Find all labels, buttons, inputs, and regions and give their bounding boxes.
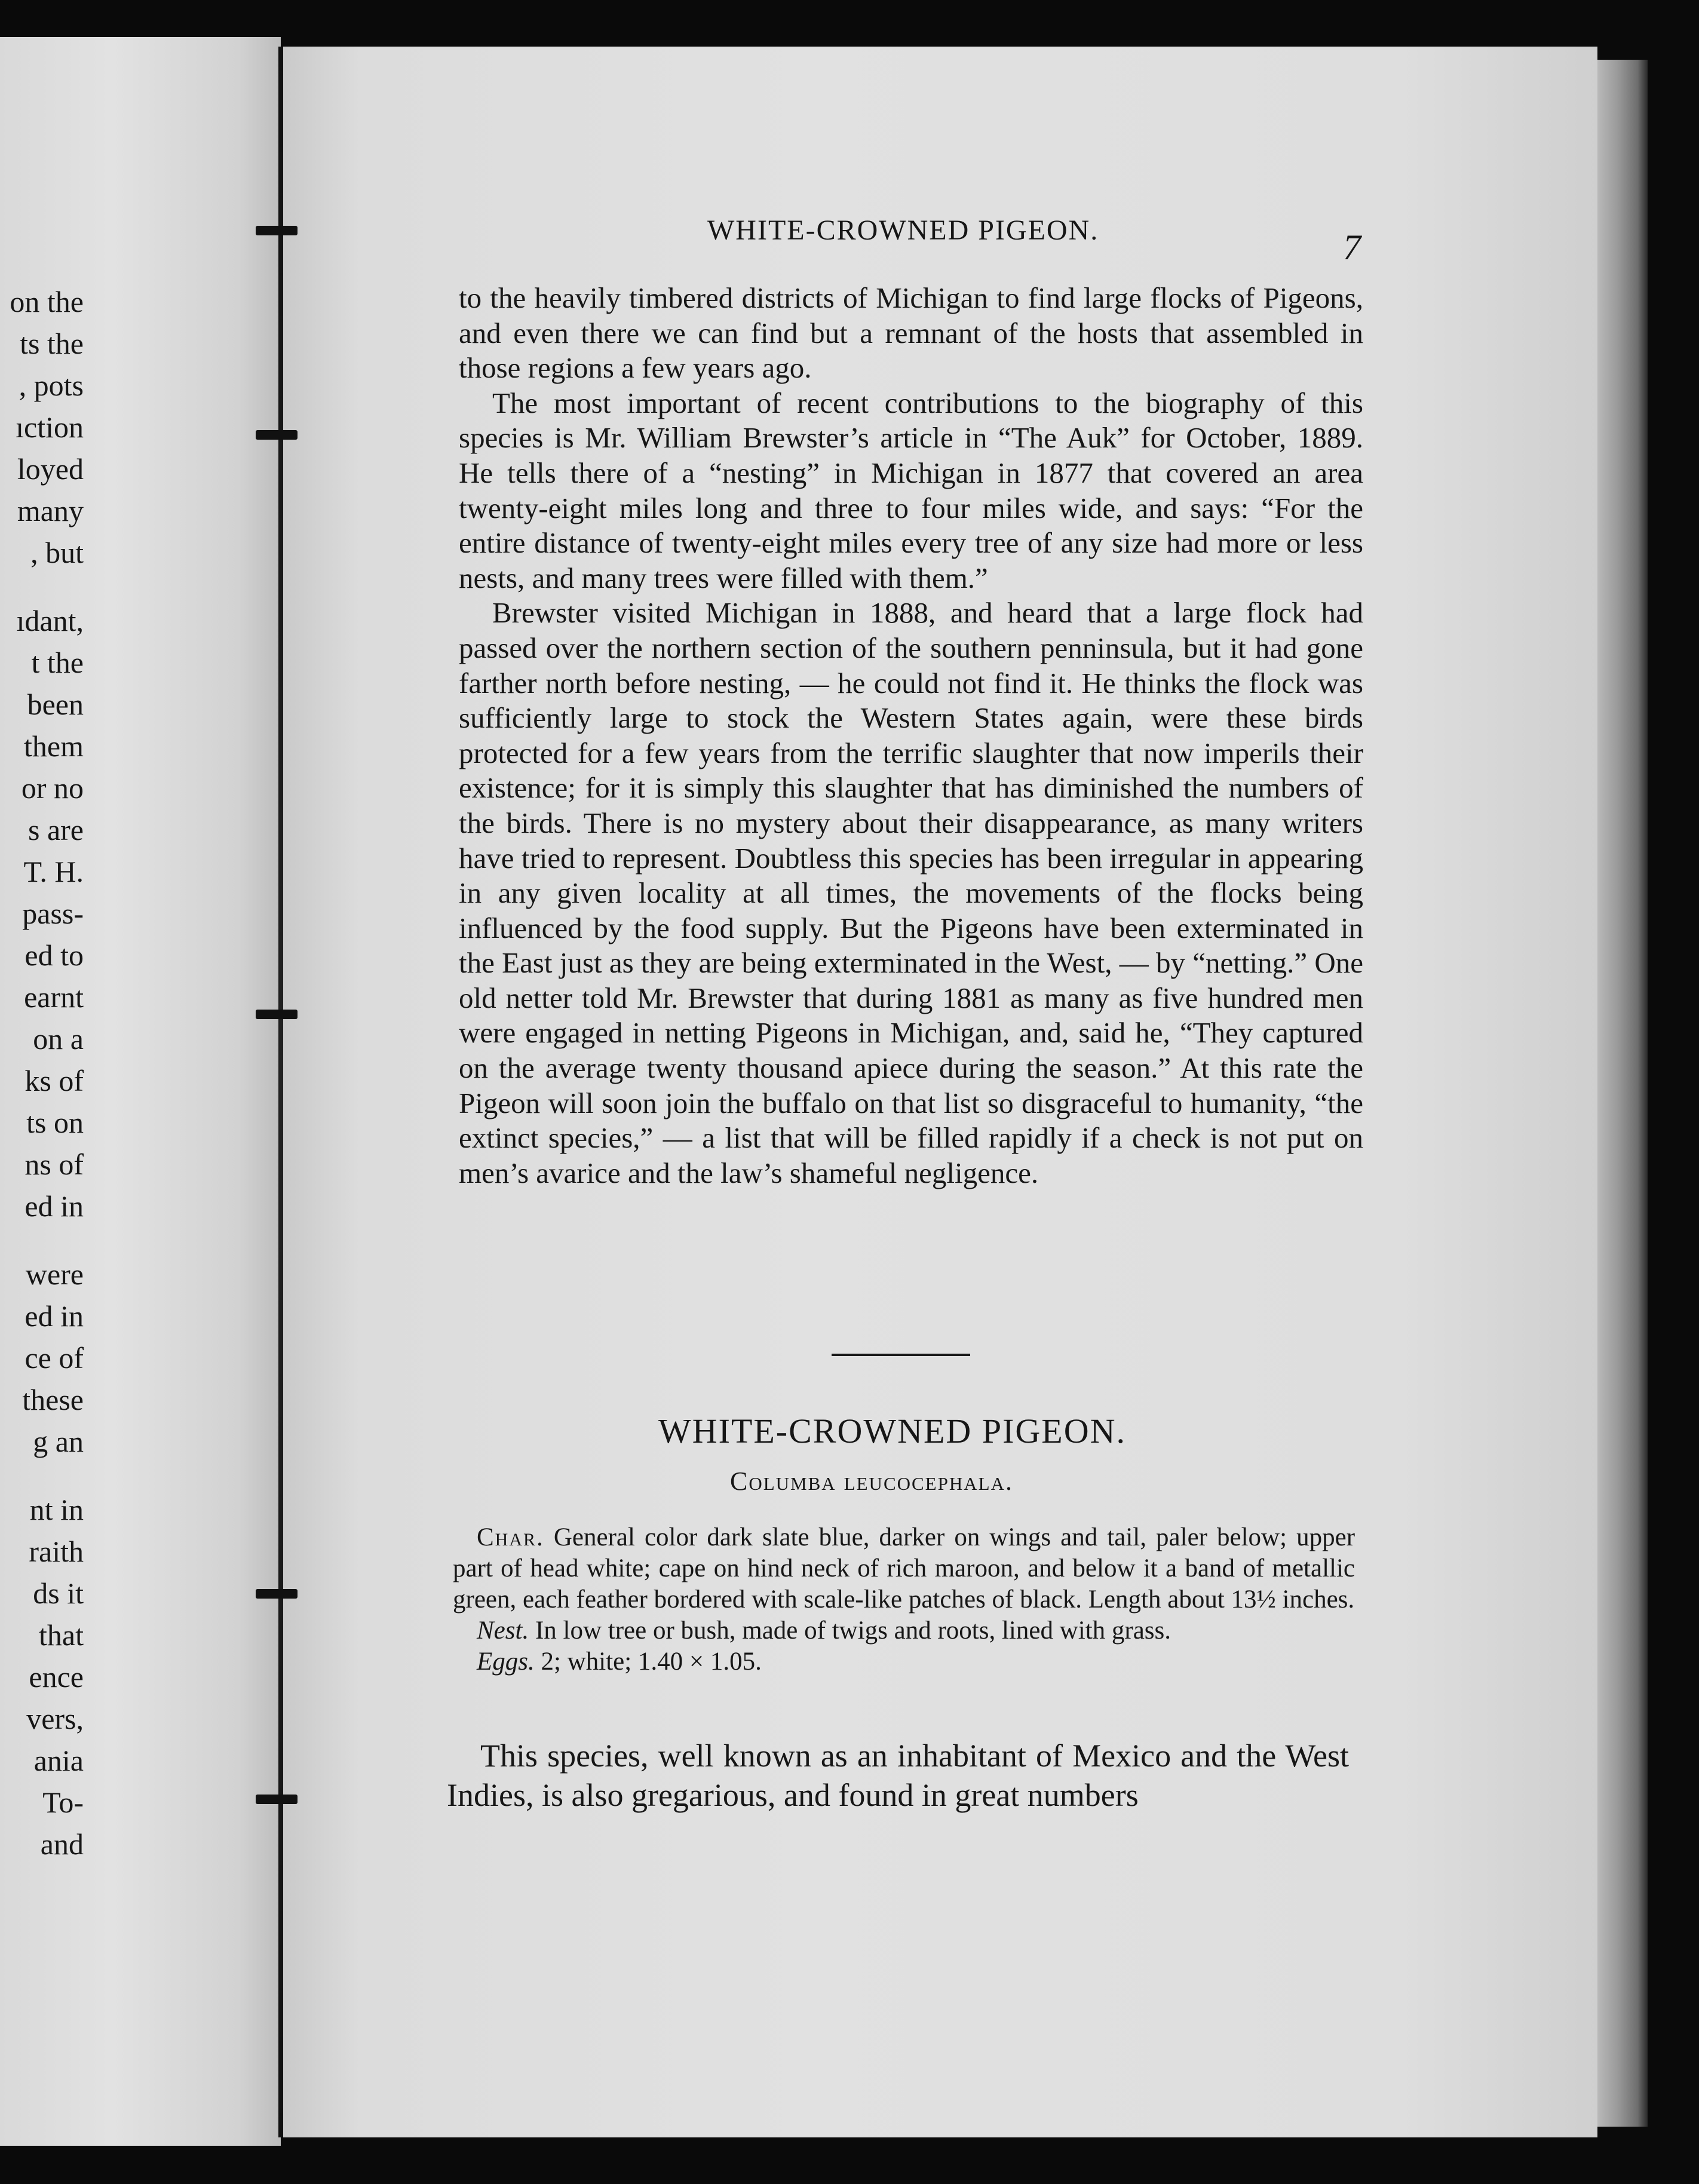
- section-title: WHITE-CROWNED PIGEON.: [658, 1412, 1126, 1450]
- left-page-text: [0, 281, 84, 1865]
- left-page-line: , but: [30, 536, 84, 569]
- left-page-line: earnt: [24, 980, 84, 1014]
- left-page-gap: [0, 573, 84, 600]
- left-page-line: been: [27, 688, 84, 721]
- left-page-line: them: [24, 729, 84, 763]
- closing-text: [447, 1736, 1349, 1815]
- left-page-line: ts on: [26, 1106, 84, 1139]
- left-page-line: ed in: [24, 1299, 84, 1333]
- char-paragraph: [453, 1522, 1355, 1615]
- eggs-text: 2; white; 1.40 × 1.05.: [541, 1648, 762, 1676]
- left-page-gap: [0, 1227, 84, 1253]
- left-page-line: on the: [10, 285, 84, 318]
- left-page-line: ce of: [24, 1341, 84, 1375]
- left-page-line: , pots: [19, 369, 84, 402]
- char-label: Char.: [477, 1523, 544, 1551]
- left-page-line: T. H.: [23, 855, 84, 888]
- left-page-line: ed in: [24, 1189, 84, 1223]
- left-page-line: ıction: [16, 410, 84, 444]
- running-head: WHITE-CROWNED PIGEON.: [707, 214, 1099, 246]
- left-page-line: these: [22, 1383, 84, 1416]
- left-page-line: ds it: [33, 1576, 84, 1610]
- eggs-line: [453, 1646, 1355, 1677]
- char-text: General color dark slate blue, darker on wings and tail, paler below; upper part of head white; cape on hind neck of rich maroon, and below it a band of metallic green, each feather bordered with scale-like patches of black. Length about 13½ inches.: [453, 1523, 1355, 1614]
- left-page-line: nt in: [29, 1493, 84, 1526]
- binding-stitch: [256, 1010, 298, 1019]
- nest-line: [453, 1615, 1355, 1646]
- binding-stitch: [256, 226, 298, 235]
- left-page-gap: [0, 1462, 84, 1489]
- left-page-line: To-: [42, 1786, 84, 1819]
- left-page-line: ts the: [20, 327, 84, 360]
- left-page-line: ıdant,: [16, 604, 84, 637]
- binding-stitch: [256, 1589, 298, 1599]
- nest-label: Nest.: [477, 1616, 529, 1645]
- latin-name: Columba leucocephala.: [730, 1467, 1013, 1496]
- left-page-line: ence: [29, 1660, 84, 1694]
- left-page-line: and: [40, 1827, 84, 1861]
- left-page-line: many: [17, 494, 84, 527]
- left-page-line: vers,: [26, 1702, 84, 1735]
- paragraph: Brewster visited Michigan in 1888, and heard that a large flock had passed over the northern section of the southern penninsula, but it had gone farther north before nesting, — he could not find it. He thinks the flock was sufficiently large to stock the Western States again, were these birds protected for a few years from the terrific slaughter that now imperils their existence; for it is simply this slaughter that has diminished the numbers of the birds. There is no mystery about their disappearance, as many writers have tried to represent. Doubtless this species has been irregular in appearing in any given locality at all times, the movements of the flocks being influenced by the food supply. But the Pigeons have been exterminated in the East just as they are being exterminated in the West, — by “netting.” One old netter told Mr. Brewster that during 1881 as many as five hundred men were engaged in netting Pigeons in Michigan, and, said he, “They captured on the average twenty thousand apiece during the season.” At this rate the Pigeon will soon join the buffalo on that list so disgraceful to humanity, “the extinct species,” — a list that will be filled rapidly if a check is not put on men’s avarice and the law’s shameful negligence.: [459, 596, 1363, 1189]
- book-spine: [278, 47, 283, 2137]
- left-page-line: s are: [28, 813, 84, 846]
- left-page-line: on a: [33, 1022, 84, 1056]
- left-page-line: loyed: [17, 452, 84, 486]
- binding-stitch: [256, 1795, 298, 1804]
- left-page-line: ed to: [24, 938, 84, 972]
- left-page-line: that: [39, 1618, 84, 1652]
- paragraph: to the heavily timbered districts of Michigan to find large flocks of Pigeons, and even there we can find but a remnant of the hosts that assembled in those regions a few years ago.: [459, 281, 1363, 385]
- nest-text: In low tree or bush, made of twigs and roots, lined with grass.: [535, 1616, 1171, 1645]
- left-page-line: or no: [21, 771, 84, 805]
- left-page-line: ns of: [24, 1148, 84, 1181]
- left-page-line: pass-: [22, 897, 84, 930]
- body-text: [459, 281, 1363, 1191]
- left-page-line: g an: [33, 1425, 84, 1458]
- left-page-line: raith: [29, 1535, 84, 1568]
- page-edge: [1597, 60, 1648, 2127]
- section-divider: [832, 1354, 970, 1356]
- eggs-label: Eggs.: [477, 1648, 535, 1676]
- left-page-line: were: [25, 1257, 84, 1291]
- species-characteristics: [453, 1522, 1355, 1677]
- paragraph: The most important of recent contributions to the biography of this species is Mr. William Brewster’s article in “The Auk” for October, 1889. He tells there of a “nesting” in Michigan in 1877 that covered an area twenty-eight miles long and three to four miles wide, and says: “For the entire distance of twenty-eight miles every tree of any size had more or less nests, and many trees were filled with them.”: [459, 386, 1363, 594]
- left-page-line: ania: [33, 1744, 84, 1777]
- binding-stitch: [256, 430, 298, 440]
- page-number: 7: [1343, 228, 1361, 267]
- left-page-line: ks of: [24, 1064, 84, 1097]
- paragraph: This species, well known as an inhabitant of Mexico and the West Indies, is also gregarious, and found in great numbers: [447, 1738, 1349, 1813]
- left-page-line: t the: [31, 646, 84, 679]
